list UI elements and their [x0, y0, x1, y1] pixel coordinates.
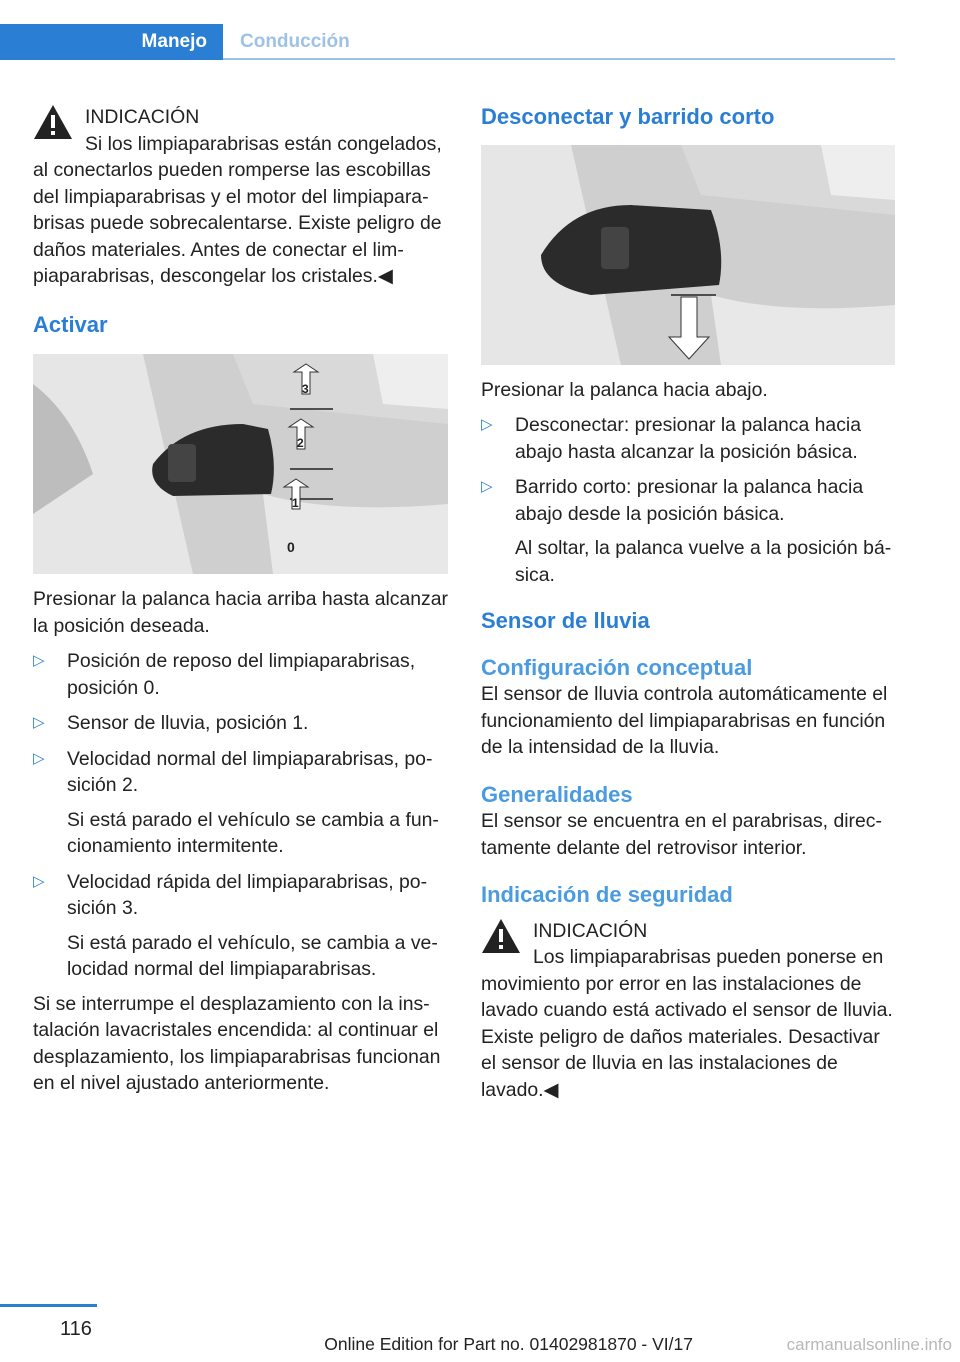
- bullet-triangle-icon: ▷: [481, 416, 493, 433]
- heading-generalidades: Generalidades: [481, 781, 633, 807]
- list-item: [33, 710, 448, 737]
- bullet-triangle-icon: ▷: [33, 714, 45, 731]
- list-item-text: Sensor de lluvia, posición 1.: [67, 712, 309, 734]
- heading-seguridad: Indicación de seguridad: [481, 882, 733, 907]
- warning-triangle-icon: [33, 104, 73, 140]
- watermark: carmanualsonline.info: [786, 1335, 952, 1354]
- bullet-triangle-icon: ▷: [33, 652, 45, 669]
- warning-text: movimiento por error en las instalaciones de lavado cuando está activado el sensor de lluvia. Existe peligro de daños materiales. Desactivar el sensor de lluvia en las instalaciones de lavado.◀: [481, 972, 893, 1101]
- tab-conduccion[interactable]: Conducción: [240, 31, 350, 52]
- bullet-triangle-icon: ▷: [33, 872, 45, 890]
- desconectar-list: [481, 412, 895, 588]
- wiper-lever-up-figure: [33, 354, 448, 574]
- generalidades-text: El sensor se encuentra en el parabrisas, directamente delante del retrovisor interior.: [481, 810, 882, 859]
- left-column: [33, 104, 448, 1097]
- footer-rule: [0, 1304, 97, 1307]
- warning-title: INDICACIÓN: [533, 919, 648, 942]
- configuracion-text: El sensor de lluvia controla automáticamente el funcionamiento del limpiaparabrisas en función de la intensidad de la lluvia.: [481, 683, 888, 758]
- edition-note: Online Edition for Part no. 01402981870 - VI/17: [324, 1334, 693, 1354]
- warning-text-first: Si los limpiaparabrisas están congelados,: [85, 132, 442, 155]
- warning-text-first: Los limpiaparabrisas pueden ponerse en: [533, 946, 884, 968]
- wiper-lever-down-figure: [481, 145, 895, 365]
- heading-configuracion: Configuración conceptual: [481, 654, 753, 680]
- bullet-triangle-icon: ▷: [481, 478, 493, 495]
- heading-sensor-lluvia: Sensor de lluvia: [481, 608, 650, 633]
- list-item: [33, 746, 448, 860]
- list-item-text: Posición de reposo del limpiaparabrisas, posición 0.: [67, 650, 416, 699]
- warning-title: INDICACIÓN: [85, 106, 200, 128]
- desconectar-intro: Presionar la palanca hacia abajo.: [481, 378, 768, 401]
- list-item: [33, 869, 448, 983]
- list-item: [33, 648, 448, 701]
- warning-block: [33, 104, 448, 290]
- list-item: [481, 474, 895, 588]
- warning-block: [481, 918, 895, 1104]
- bullet-triangle-icon: ▷: [33, 749, 45, 767]
- list-item-text: Desconectar: presionar la palanca hacia abajo hasta alcanzar la posición básica.: [515, 414, 862, 463]
- list-item-subtext: Si está parado el vehículo se cambia a funcionamiento intermitente.: [67, 808, 439, 857]
- figure-label-3: 3: [302, 382, 309, 396]
- list-item-text: Barrido corto: presionar la palanca hacia abajo desde la posición básica.: [515, 476, 864, 525]
- tab-manejo-label: Manejo: [141, 31, 207, 52]
- activar-intro: Presionar la palanca hacia arriba hasta alcanzar la posición deseada.: [33, 588, 448, 637]
- activar-closing: Si se interrumpe el desplazamiento con la instalación lavacristales encendida: al continuar el desplazamiento, los limpiaparabrisas funcionan en el nivel ajustado anteriormente.: [33, 992, 441, 1094]
- list-item-text: Velocidad rápida del limpiaparabrisas, posición 3.: [67, 870, 428, 919]
- list-item: [481, 412, 895, 465]
- warning-text: al conectarlos pueden romperse las escobillas del limpiaparabrisas y el motor del limpiaparabrisas puede sobrecalentarse. Existe peligro de daños materiales. Antes de conectar el limpiaparabrisas, descongelar los cristales.◀: [33, 159, 442, 287]
- warning-triangle-icon: [481, 918, 521, 954]
- heading-desconectar: Desconectar y barrido corto: [481, 104, 775, 129]
- right-column: [481, 104, 895, 1103]
- chapter-tabs: [0, 24, 895, 62]
- figure-label-2: 2: [297, 436, 304, 450]
- heading-activar: Activar: [33, 311, 108, 337]
- list-item-subtext: Al soltar, la palanca vuelve a la posición básica.: [515, 537, 892, 586]
- activar-list: [33, 648, 448, 983]
- tab-manejo[interactable]: [0, 24, 223, 60]
- page-number: 116: [60, 1318, 92, 1340]
- list-item-subtext: Si está parado el vehículo, se cambia a velocidad normal del limpiaparabrisas.: [67, 931, 438, 980]
- figure-label-1: 1: [292, 496, 299, 510]
- tab-divider: [223, 58, 895, 60]
- figure-label-0: 0: [287, 539, 295, 555]
- list-item-text: Velocidad normal del limpiaparabrisas, posición 2.: [67, 747, 433, 796]
